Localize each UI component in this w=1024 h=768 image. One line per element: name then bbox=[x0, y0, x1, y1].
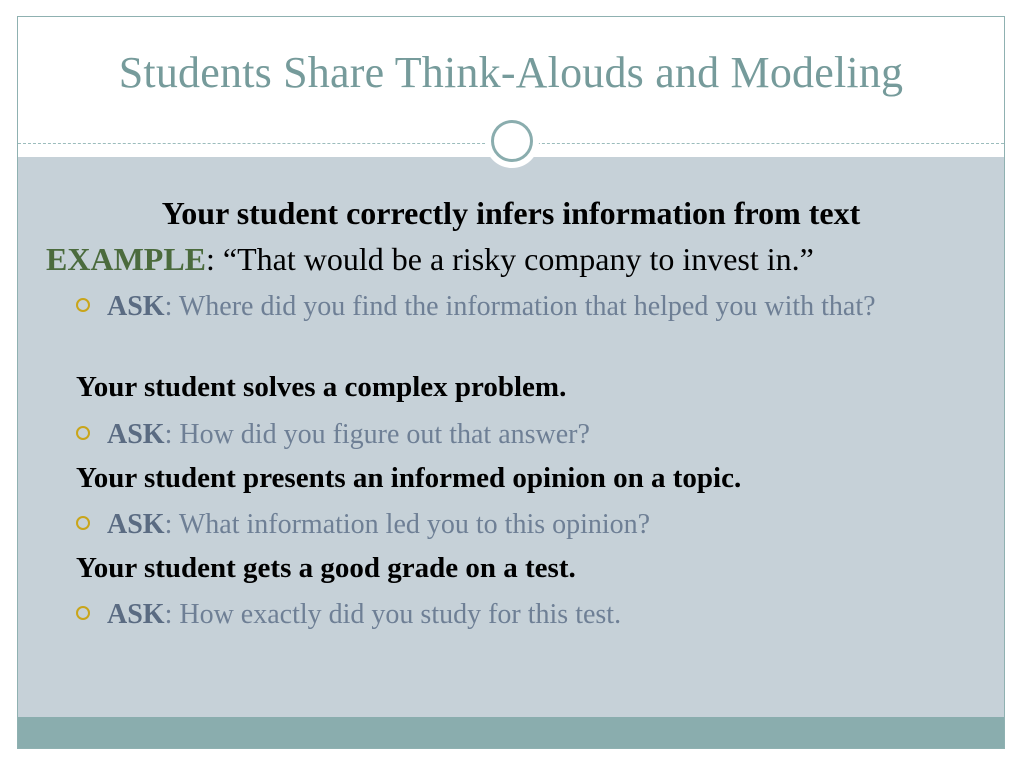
slide bbox=[17, 16, 1005, 749]
ask-item bbox=[76, 507, 976, 543]
ask-label: ASK bbox=[107, 419, 165, 450]
hollow-circle-bullet-icon bbox=[76, 298, 90, 312]
ask-label: ASK bbox=[107, 509, 165, 540]
ask-label: ASK bbox=[107, 291, 165, 322]
ask-text bbox=[107, 597, 976, 633]
ask-item bbox=[76, 289, 976, 325]
scenario: Your student solves a complex problem. bbox=[76, 371, 567, 403]
ask-text bbox=[107, 289, 976, 325]
content-area bbox=[18, 157, 1004, 717]
ask-text bbox=[107, 417, 976, 453]
slide-body bbox=[18, 157, 1004, 717]
hollow-circle-bullet-icon bbox=[76, 516, 90, 530]
ask-question: : Where did you find the information that helped you with that? bbox=[164, 291, 876, 322]
ring-inner bbox=[491, 120, 533, 162]
ask-question: : How did you figure out that answer? bbox=[164, 419, 590, 450]
footer-bar bbox=[18, 717, 1004, 749]
ask-item bbox=[76, 597, 976, 633]
slide-title: Students Share Think-Alouds and Modeling bbox=[118, 48, 904, 97]
ask-label: ASK bbox=[107, 599, 165, 630]
hollow-circle-bullet-icon bbox=[76, 426, 90, 440]
heading: Your student correctly infers information from text bbox=[161, 195, 861, 231]
ask-item bbox=[76, 417, 976, 453]
scenario: Your student presents an informed opinion on a topic. bbox=[76, 462, 742, 494]
ask-text bbox=[107, 507, 976, 543]
example-quote: “That would be a risky company to invest in.” bbox=[214, 241, 814, 277]
example-line bbox=[46, 241, 814, 278]
ask-question: : What information led you to this opinion? bbox=[164, 509, 651, 540]
ask-question: : How exactly did you study for this test. bbox=[164, 599, 622, 630]
example-colon: : bbox=[206, 241, 215, 277]
circle-ring-icon bbox=[485, 114, 539, 168]
example-label: EXAMPLE bbox=[46, 241, 206, 277]
hollow-circle-bullet-icon bbox=[76, 606, 90, 620]
scenario: Your student gets a good grade on a test. bbox=[76, 552, 576, 584]
